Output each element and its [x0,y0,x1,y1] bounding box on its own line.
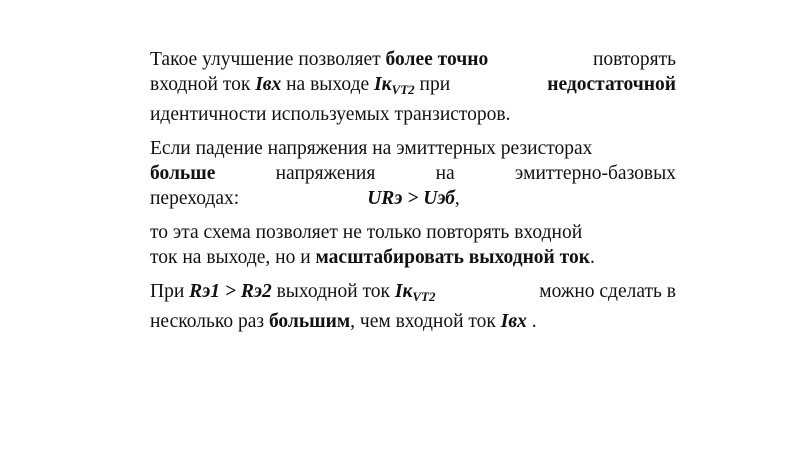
p3-line-1: то эта схема позволяет не только повторять входной [150,222,583,243]
paragraph-4 [150,279,676,334]
p1-line-1 [150,47,676,72]
p2-l2-word-3: на [435,163,455,184]
p4-line-1 [150,279,676,309]
p2-l2-word-4: эмиттерно-базовых [514,163,676,184]
paragraph-3 [150,220,676,270]
p2-l2-word-1: больше [150,163,216,184]
p1-line-3: идентичности используемых транзисторов. [150,104,511,125]
p3-line-2: ток на выходе, но и масштабировать выходной ток. [150,247,595,268]
formula-ur-ueb: URэ > Uэб [367,188,455,209]
p4-line-2: несколько раз большим, чем входной ток Iвх . [150,311,537,332]
paragraph-2 [150,136,676,211]
p1-l2-text: входной ток Iвх на выходе $Iк_{VT2}$ при [150,74,451,97]
p1-line-2 [150,72,676,102]
p2-line-2 [150,161,676,186]
p2-line-3: переходах: URэ > Uэб, [150,188,460,209]
scale-output-current: масштабировать выходной ток [315,247,590,268]
p1-l1-end: повторять [592,49,676,70]
p4-l1-end: можно сделать в [539,281,676,302]
paragraph-1 [150,47,676,127]
p1-l2-end: недостаточной [547,74,676,95]
p4-l1-text: При Rэ1 > Rэ2 выходной ток $Iк_{VT2}$ [150,281,436,304]
p2-line-1: Если падение напряжения на эмиттерных резисторах [150,138,593,159]
p1-l1-text: Такое улучшение позволяет более точно [150,49,489,70]
p2-l2-word-2: напряжения [275,163,376,184]
text-block [150,47,676,343]
